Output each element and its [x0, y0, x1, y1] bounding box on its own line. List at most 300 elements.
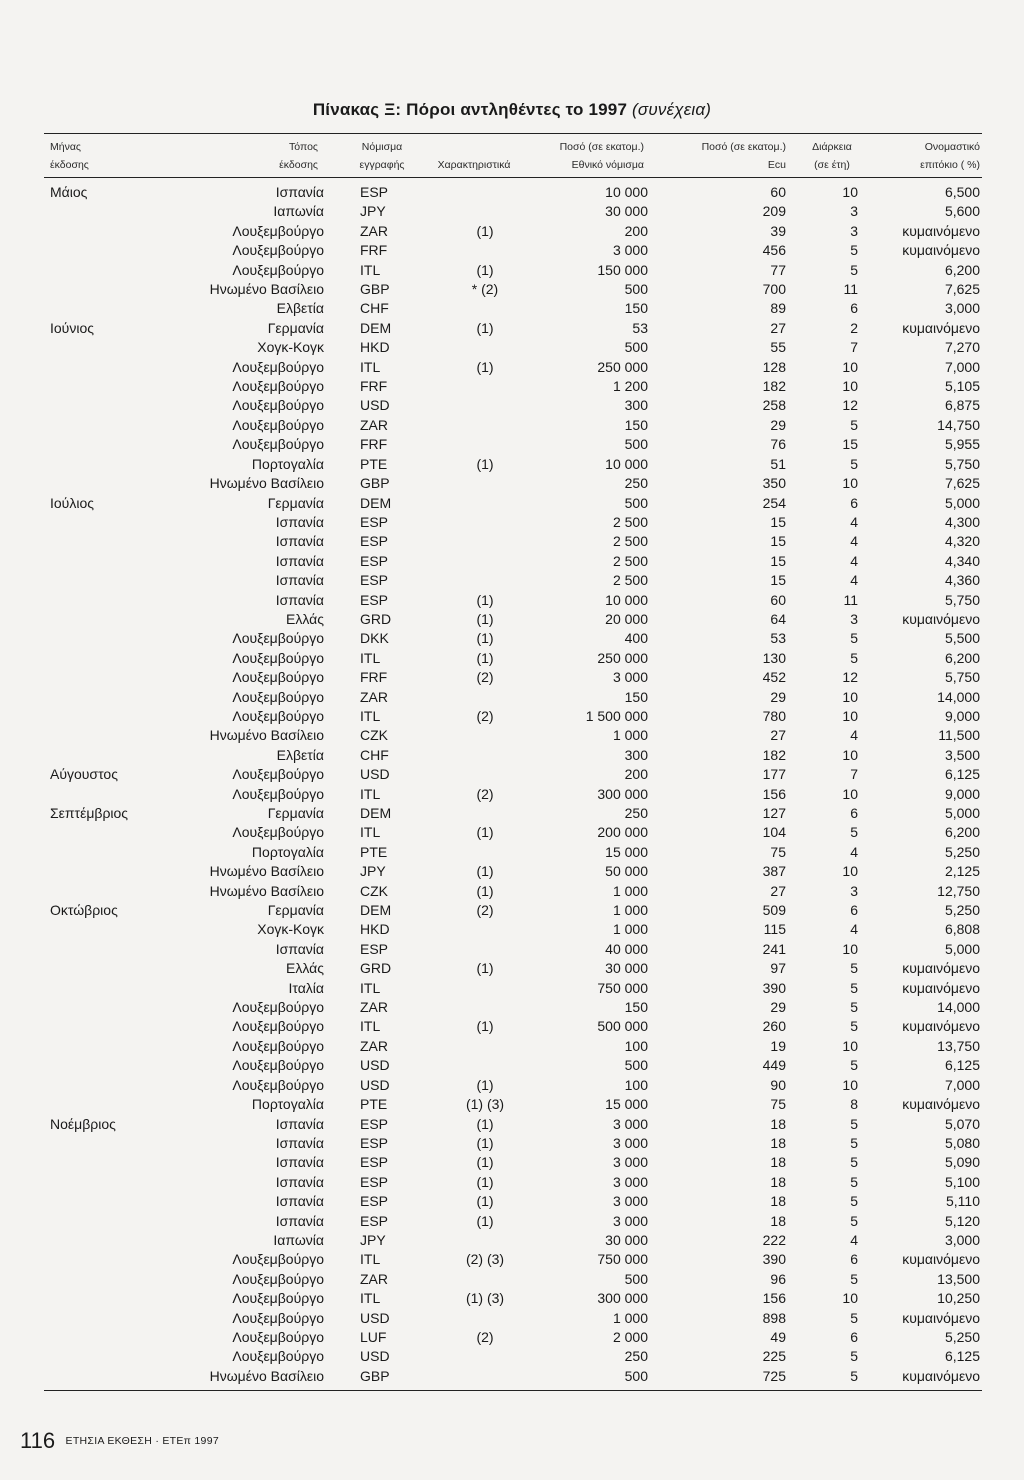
cell-amount-national: 300	[624, 397, 648, 414]
cell-amount-national: 3 000	[612, 1212, 648, 1229]
cell-amount-ecu: 55	[770, 339, 786, 356]
cell-duration: 6	[850, 300, 858, 317]
cell-currency: DEM	[360, 494, 392, 511]
cell-rate: 6,125	[944, 766, 980, 783]
cell-features: (1)	[476, 1173, 494, 1190]
cell-place: Ηνωμένο Βασίλειο	[209, 281, 324, 298]
cell-duration: 15	[842, 436, 858, 453]
cell-rate: κυμαινόμενο	[902, 1367, 980, 1384]
cell-duration: 2	[850, 319, 858, 336]
cell-currency: USD	[360, 1309, 390, 1326]
cell-rate: 5,250	[944, 1328, 980, 1345]
cell-features: (1)	[476, 863, 494, 880]
cell-duration: 10	[842, 863, 858, 880]
table-row	[0, 1347, 1024, 1366]
cell-amount-national: 500	[624, 494, 648, 511]
cell-currency: JPY	[360, 863, 386, 880]
table-row	[0, 377, 1024, 396]
cell-duration: 10	[842, 358, 858, 375]
cell-currency: ESP	[360, 591, 389, 608]
cell-amount-national: 50 000	[605, 863, 648, 880]
cell-duration: 6	[850, 1251, 858, 1268]
table-row	[0, 532, 1024, 551]
cell-amount-ecu: 260	[762, 1018, 786, 1035]
cell-amount-ecu: 456	[762, 242, 786, 259]
cell-duration: 5	[850, 1348, 858, 1365]
cell-place: Λουξεμβούργο	[232, 397, 324, 414]
table-row	[0, 668, 1024, 687]
cell-place: Γερμανία	[267, 805, 324, 821]
cell-amount-national: 500	[624, 1270, 648, 1287]
cell-currency: ITL	[360, 707, 381, 724]
cell-duration: 10	[842, 707, 858, 724]
header-features	[410, 138, 538, 174]
cell-amount-ecu: 96	[770, 1270, 786, 1287]
cell-amount-ecu: 64	[770, 610, 786, 627]
table-row	[0, 726, 1024, 745]
cell-currency: DEM	[360, 805, 392, 821]
cell-duration: 5	[850, 1173, 858, 1190]
cell-place: Λουξεμβούργο	[232, 1309, 324, 1326]
title-main: Πίνακας Ξ: Πόροι αντληθέντες το 1997	[312, 100, 628, 119]
cell-amount-national: 1 000	[612, 1309, 648, 1326]
cell-duration: 6	[850, 494, 858, 511]
header-amount-line1: Ποσό (σε εκατομ.)	[559, 141, 644, 153]
table-row	[0, 1037, 1024, 1056]
header-month-line2: έκδοσης	[50, 159, 89, 171]
cell-amount-ecu: 258	[762, 397, 786, 414]
cell-currency: FRF	[360, 242, 388, 259]
cell-currency: CHF	[360, 300, 389, 317]
cell-duration: 5	[850, 416, 858, 433]
header-currency	[352, 138, 412, 174]
cell-amount-national: 500	[624, 281, 648, 298]
cell-place: Λουξεμβούργο	[232, 358, 324, 375]
cell-duration: 5	[850, 960, 858, 977]
cell-place: Ισπανία	[275, 1134, 324, 1151]
cell-month: Μάιος	[50, 184, 88, 200]
cell-duration: 4	[850, 843, 858, 860]
cell-duration: 8	[850, 1096, 858, 1113]
cell-place: Ηνωμένο Βασίλειο	[209, 727, 324, 744]
cell-place: Ελβετία	[276, 300, 324, 317]
cell-amount-ecu: 182	[762, 746, 786, 763]
cell-month: Σεπτέμβριος	[50, 805, 129, 821]
cell-amount-national: 30 000	[605, 960, 648, 977]
table-row	[0, 396, 1024, 415]
cell-amount-national: 3 000	[612, 1173, 648, 1190]
cell-currency: ESP	[360, 513, 389, 530]
table-row	[0, 882, 1024, 901]
header-features-line1	[410, 138, 538, 156]
cell-duration: 5	[850, 1193, 858, 1210]
table-bottom-rule	[44, 1390, 982, 1391]
cell-currency: USD	[360, 1076, 390, 1093]
table-row	[0, 901, 1024, 920]
header-rate-line1: Ονομαστικό	[924, 141, 980, 153]
cell-features: (1) (3)	[465, 1096, 505, 1113]
table-row	[0, 746, 1024, 765]
cell-duration: 5	[850, 979, 858, 996]
table-row	[0, 183, 1024, 202]
table-row	[0, 1134, 1024, 1153]
cell-features: (1)	[476, 960, 494, 977]
cell-currency: ITL	[360, 785, 381, 802]
cell-amount-ecu: 225	[762, 1348, 786, 1365]
cell-place: Λουξεμβούργο	[232, 378, 324, 395]
page-number: 116	[20, 1428, 56, 1453]
cell-amount-national: 500	[624, 1367, 648, 1384]
cell-rate: 6,200	[944, 261, 980, 278]
cell-amount-ecu: 77	[770, 261, 786, 278]
cell-duration: 10	[842, 1076, 858, 1093]
cell-currency: GRD	[360, 610, 392, 627]
table-row	[0, 591, 1024, 610]
cell-duration: 10	[842, 940, 858, 957]
cell-duration: 4	[850, 572, 858, 589]
table-row	[0, 1017, 1024, 1036]
cell-month: Οκτώβριος	[50, 902, 118, 919]
cell-amount-national: 200	[624, 766, 648, 783]
cell-duration: 10	[842, 1037, 858, 1054]
cell-amount-national: 1 000	[612, 882, 648, 899]
cell-duration: 5	[850, 1270, 858, 1287]
cell-rate: 5,070	[944, 1115, 980, 1132]
table-row	[0, 1289, 1024, 1308]
cell-rate: κυμαινόμενο	[902, 979, 980, 996]
cell-amount-national: 3 000	[612, 1193, 648, 1210]
cell-rate: 7,000	[944, 1076, 980, 1093]
cell-rate: κυμαινόμενο	[902, 1018, 980, 1035]
cell-duration: 6	[850, 902, 858, 919]
cell-amount-national: 3 000	[612, 1154, 648, 1171]
table-row	[0, 222, 1024, 241]
cell-currency: USD	[360, 766, 390, 783]
cell-amount-ecu: 509	[762, 902, 786, 919]
cell-rate: 4,300	[944, 513, 980, 530]
cell-currency: ZAR	[360, 416, 388, 433]
cell-currency: USD	[360, 397, 390, 414]
cell-rate: 5,100	[944, 1173, 980, 1190]
cell-currency: LUF	[360, 1328, 387, 1345]
cell-place: Ηνωμένο Βασίλειο	[209, 882, 324, 899]
table-row	[0, 1309, 1024, 1328]
cell-amount-national: 10 000	[605, 591, 648, 608]
cell-duration: 5	[850, 455, 858, 472]
cell-features: (1)	[476, 649, 494, 666]
cell-features: (1) (3)	[465, 1290, 505, 1307]
cell-place: Πορτογαλία	[251, 1096, 324, 1113]
cell-amount-national: 200 000	[597, 824, 648, 841]
table-row	[0, 416, 1024, 435]
cell-features: (1)	[476, 319, 494, 336]
cell-currency: PTE	[360, 1096, 388, 1113]
cell-amount-national: 150	[624, 300, 648, 317]
table-row	[0, 979, 1024, 998]
cell-rate: 6,200	[944, 649, 980, 666]
cell-features: (1)	[476, 1212, 494, 1229]
cell-currency: ESP	[360, 572, 389, 589]
cell-rate: 3,000	[944, 300, 980, 317]
cell-currency: ITL	[360, 649, 381, 666]
cell-rate: κυμαινόμενο	[902, 242, 980, 259]
cell-amount-national: 3 000	[612, 242, 648, 259]
cell-amount-national: 100	[624, 1076, 648, 1093]
cell-duration: 5	[850, 261, 858, 278]
cell-currency: GBP	[360, 475, 390, 492]
cell-place: Χογκ-Κογκ	[257, 921, 324, 938]
cell-amount-ecu: 452	[762, 669, 786, 686]
cell-place: Ισπανία	[275, 552, 324, 569]
header-month	[50, 138, 89, 174]
cell-rate: 6,500	[944, 184, 980, 200]
cell-duration: 5	[850, 649, 858, 666]
header-duration-line1: Διάρκεια	[812, 141, 852, 153]
cell-amount-ecu: 449	[762, 1057, 786, 1074]
header-currency-line2: εγγραφής	[359, 159, 405, 171]
cell-rate: 4,360	[944, 572, 980, 589]
cell-rate: 5,000	[944, 940, 980, 957]
header-amount-national	[520, 138, 644, 174]
cell-amount-national: 250 000	[597, 358, 648, 375]
cell-place: Ισπανία	[275, 591, 324, 608]
cell-amount-ecu: 182	[762, 378, 786, 395]
cell-place: Πορτογαλία	[251, 455, 324, 472]
cell-duration: 3	[850, 882, 858, 899]
cell-amount-national: 250 000	[597, 649, 648, 666]
cell-currency: ZAR	[360, 222, 388, 239]
cell-place: Χογκ-Κογκ	[257, 339, 324, 356]
table-row	[0, 1095, 1024, 1114]
cell-duration: 10	[842, 378, 858, 395]
cell-place: Ισπανία	[275, 1173, 324, 1190]
cell-amount-ecu: 15	[770, 513, 786, 530]
cell-amount-national: 250	[624, 805, 648, 821]
table-row	[0, 1270, 1024, 1289]
cell-amount-national: 300 000	[597, 785, 648, 802]
table-row	[0, 474, 1024, 493]
cell-amount-national: 200	[624, 222, 648, 239]
cell-amount-national: 400	[624, 630, 648, 647]
cell-currency: ZAR	[360, 1037, 388, 1054]
cell-currency: DEM	[360, 902, 392, 919]
cell-currency: ZAR	[360, 1270, 388, 1287]
cell-place: Λουξεμβούργο	[232, 766, 324, 783]
cell-rate: 5,110	[946, 1193, 980, 1210]
cell-rate: 6,200	[944, 824, 980, 841]
cell-duration: 12	[842, 669, 858, 686]
table-row	[0, 571, 1024, 590]
cell-place: Ισπανία	[275, 533, 324, 550]
cell-place: Λουξεμβούργο	[232, 416, 324, 433]
cell-duration: 5	[850, 1212, 858, 1229]
cell-month: Ιούνιος	[50, 319, 94, 336]
cell-rate: 10,250	[937, 1290, 980, 1307]
cell-duration: 5	[850, 630, 858, 647]
cell-amount-ecu: 49	[770, 1328, 786, 1345]
cell-place: Ισπανία	[275, 1193, 324, 1210]
cell-amount-ecu: 53	[770, 630, 786, 647]
cell-rate: 6,125	[944, 1348, 980, 1365]
cell-duration: 3	[850, 203, 858, 220]
cell-place: Ελλάς	[286, 610, 324, 627]
cell-currency: CHF	[360, 746, 389, 763]
cell-amount-ecu: 39	[770, 222, 786, 239]
cell-amount-national: 500	[624, 1057, 648, 1074]
cell-features: (1)	[476, 1018, 494, 1035]
cell-rate: 14,750	[937, 416, 980, 433]
cell-currency: FRF	[360, 669, 388, 686]
cell-amount-ecu: 18	[770, 1134, 786, 1151]
cell-amount-national: 1 500 000	[585, 707, 648, 724]
cell-duration: 5	[850, 999, 858, 1016]
table-row	[0, 688, 1024, 707]
cell-rate: 3,500	[944, 746, 980, 763]
cell-duration: 5	[850, 1057, 858, 1074]
table-row	[0, 610, 1024, 629]
cell-features: (1)	[476, 882, 494, 899]
cell-amount-national: 500	[624, 436, 648, 453]
cell-duration: 5	[850, 242, 858, 259]
table-row	[0, 959, 1024, 978]
cell-amount-national: 3 000	[612, 1134, 648, 1151]
cell-currency: PTE	[360, 843, 388, 860]
cell-place: Λουξεμβούργο	[232, 436, 324, 453]
cell-month: Ιούλιος	[50, 494, 94, 511]
cell-rate: 5,500	[944, 630, 980, 647]
cell-duration: 6	[850, 805, 858, 821]
cell-place: Ισπανία	[275, 572, 324, 589]
cell-duration: 5	[850, 1154, 858, 1171]
cell-rate: κυμαινόμενο	[902, 1096, 980, 1113]
cell-duration: 11	[843, 591, 858, 608]
cell-place: Γερμανία	[267, 494, 324, 511]
cell-features: (1)	[476, 358, 494, 375]
cell-place: Λουξεμβούργο	[232, 1018, 324, 1035]
cell-currency: ITL	[360, 1251, 381, 1268]
cell-amount-national: 500	[624, 339, 648, 356]
cell-amount-ecu: 390	[762, 979, 786, 996]
header-place-line2: έκδοσης	[279, 159, 318, 171]
cell-amount-ecu: 29	[770, 688, 786, 705]
table-row	[0, 1173, 1024, 1192]
cell-amount-ecu: 350	[762, 475, 786, 492]
cell-features: (1)	[476, 222, 494, 239]
cell-currency: JPY	[360, 1231, 386, 1248]
cell-features: (2) (3)	[465, 1251, 505, 1268]
cell-duration: 5	[850, 1115, 858, 1132]
cell-duration: 5	[850, 1309, 858, 1326]
cell-rate: 7,625	[944, 475, 980, 492]
cell-amount-ecu: 60	[770, 184, 786, 200]
cell-place: Λουξεμβούργο	[232, 1270, 324, 1287]
table-row	[0, 1115, 1024, 1134]
cell-amount-national: 30 000	[605, 1231, 648, 1248]
table-row	[0, 1153, 1024, 1172]
header-amount-ecu	[652, 138, 786, 174]
cell-place: Ισπανία	[275, 1154, 324, 1171]
cell-rate: 4,340	[944, 552, 980, 569]
cell-rate: 5,120	[944, 1212, 980, 1229]
cell-rate: κυμαινόμενο	[902, 1309, 980, 1326]
cell-rate: 5,750	[944, 455, 980, 472]
cell-amount-ecu: 130	[762, 649, 786, 666]
cell-amount-ecu: 18	[770, 1154, 786, 1171]
page-footer	[20, 1428, 219, 1454]
cell-currency: ITL	[360, 979, 381, 996]
cell-amount-ecu: 15	[770, 572, 786, 589]
cell-amount-ecu: 898	[762, 1309, 786, 1326]
cell-place: Ισπανία	[275, 940, 324, 957]
cell-currency: ITL	[360, 1018, 381, 1035]
cell-rate: 4,320	[944, 533, 980, 550]
cell-amount-national: 150	[624, 416, 648, 433]
table-row	[0, 1250, 1024, 1269]
cell-amount-national: 53	[632, 319, 648, 336]
cell-rate: 3,000	[944, 1231, 980, 1248]
table-row	[0, 920, 1024, 939]
table-row	[0, 358, 1024, 377]
cell-duration: 5	[850, 1134, 858, 1151]
cell-amount-ecu: 18	[770, 1115, 786, 1132]
table-row	[0, 940, 1024, 959]
cell-place: Ιαπωνία	[273, 203, 324, 220]
table-row	[0, 299, 1024, 318]
cell-rate: 7,000	[944, 358, 980, 375]
cell-amount-ecu: 27	[770, 319, 786, 336]
table-row	[0, 202, 1024, 221]
cell-amount-ecu: 15	[770, 533, 786, 550]
cell-currency: GBP	[360, 281, 390, 298]
cell-amount-ecu: 156	[762, 1290, 786, 1307]
cell-amount-ecu: 241	[762, 940, 786, 957]
cell-place: Ισπανία	[275, 184, 324, 200]
cell-amount-ecu: 75	[770, 1096, 786, 1113]
cell-amount-ecu: 97	[770, 960, 786, 977]
cell-amount-national: 300 000	[597, 1290, 648, 1307]
cell-amount-ecu: 27	[770, 727, 786, 744]
cell-duration: 6	[850, 1328, 858, 1345]
cell-amount-ecu: 222	[762, 1231, 786, 1248]
table-row	[0, 707, 1024, 726]
cell-duration: 5	[850, 824, 858, 841]
cell-rate: 5,600	[944, 203, 980, 220]
cell-place: Ιταλία	[288, 979, 324, 996]
cell-amount-national: 10 000	[605, 455, 648, 472]
cell-place: Ηνωμένο Βασίλειο	[209, 475, 324, 492]
cell-currency: DKK	[360, 630, 389, 647]
cell-amount-ecu: 177	[762, 766, 786, 783]
cell-amount-ecu: 51	[770, 455, 786, 472]
cell-features: (1)	[476, 1134, 494, 1151]
cell-place: Λουξεμβούργο	[232, 1076, 324, 1093]
cell-rate: κυμαινόμενο	[902, 1251, 980, 1268]
cell-currency: ESP	[360, 1193, 389, 1210]
cell-amount-national: 15 000	[605, 843, 648, 860]
cell-currency: GRD	[360, 960, 392, 977]
cell-amount-national: 3 000	[612, 1115, 648, 1132]
cell-place: Γερμανία	[267, 902, 324, 919]
cell-amount-ecu: 29	[770, 999, 786, 1016]
cell-amount-ecu: 18	[770, 1193, 786, 1210]
cell-place: Λουξεμβούργο	[232, 1348, 324, 1365]
footer-text: ΕΤΗΣΙΑ ΕΚΘΕΣΗ · ΕΤΕπ 1997	[65, 1435, 219, 1447]
cell-amount-ecu: 104	[762, 824, 786, 841]
cell-duration: 5	[850, 1367, 858, 1384]
cell-currency: ESP	[360, 1134, 389, 1151]
cell-rate: 9,000	[944, 707, 980, 724]
cell-amount-national: 20 000	[605, 610, 648, 627]
